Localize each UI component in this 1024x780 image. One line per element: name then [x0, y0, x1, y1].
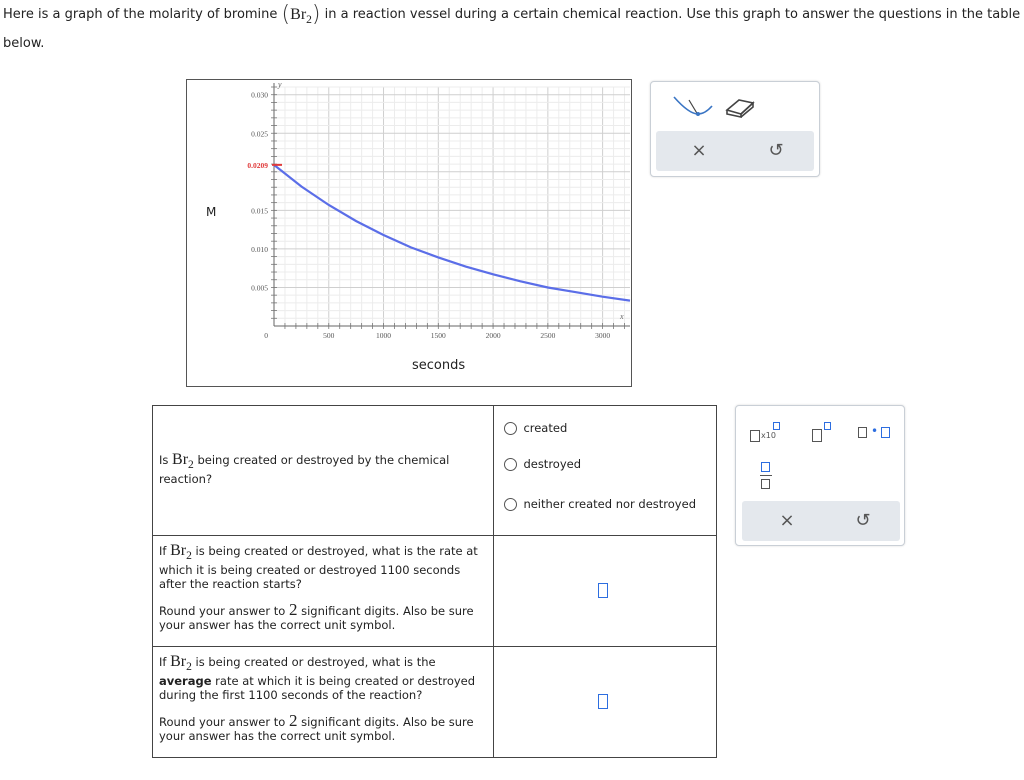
answer-3 [494, 647, 717, 758]
x-axis-letter: x [620, 312, 624, 321]
radio-neither[interactable] [504, 498, 517, 511]
graph-actions-bar [656, 131, 814, 171]
x-tick-label: 2500 [540, 331, 556, 340]
y-axis-title: M [206, 205, 217, 219]
y-tick-label: 0.005 [251, 283, 268, 293]
x-axis-title: seconds [412, 358, 466, 373]
scientific-notation-button[interactable]: x10 [750, 422, 786, 444]
question-2: If $Br_2$ is being created or destroyed, what is the rate at which it is being created or destroyed 1100 seconds after the reaction starts? Round your answer to 2 significant digits. Also be sure your answer has the correct unit symbol. [153, 536, 494, 647]
rate-answer-input[interactable] [598, 583, 608, 598]
y-tick-label: 0.010 [251, 244, 268, 254]
fraction-button[interactable] [760, 462, 774, 490]
average-rate-answer-input[interactable] [598, 694, 608, 709]
y-tick-label: 0.015 [251, 206, 268, 216]
x-tick-label: 1500 [430, 331, 446, 340]
math-actions-bar [742, 501, 900, 541]
x-tick-label: 3000 [595, 331, 611, 340]
math-toolbar [735, 405, 905, 546]
clear-math-button[interactable]: × [779, 510, 795, 531]
question-1: Is $Br_2$ being created or destroyed by the chemical reaction? [153, 406, 494, 536]
y-tick-label: 0.025 [251, 129, 268, 139]
graph-toolbar [650, 81, 820, 177]
answer-2 [494, 536, 717, 647]
eraser-icon[interactable] [723, 94, 757, 120]
y-tick-label: 0.030 [251, 90, 268, 100]
clear-graph-button[interactable]: × [691, 140, 707, 161]
highlight-label: 0.0209 [247, 160, 268, 170]
question-table [152, 405, 717, 758]
intro-after: in a reaction vessel during a certain chemical reaction. Use this graph to answer the questions in the table below. [3, 7, 1021, 52]
origin-label: 0 [264, 331, 268, 340]
line-tool-icon[interactable] [671, 92, 715, 122]
superscript-button[interactable] [812, 422, 836, 444]
undo-math-button[interactable]: ↺ [855, 510, 871, 531]
option-destroyed[interactable]: destroyed [504, 457, 581, 471]
intro-before: Here is a graph of the molarity of bromine [3, 7, 282, 22]
bromine-formula: $Br_2$ [290, 6, 312, 27]
multiply-dot-button[interactable]: • [858, 424, 894, 442]
answer-1 [494, 406, 717, 536]
x-tick-label: 1000 [376, 331, 392, 340]
y-axis-letter: y [278, 80, 282, 89]
option-created[interactable]: created [504, 421, 567, 435]
option-neither[interactable]: neither created nor destroyed [504, 497, 696, 511]
radio-created[interactable] [504, 422, 517, 435]
graph-panel[interactable] [186, 79, 632, 387]
question-3: If $Br_2$ is being created or destroyed, what is the average rate at which it is being created or destroyed during the first 1100 seconds of the reaction? Round your answer to 2 significant digits. Also be sure your answer has the correct unit symbol. [153, 647, 494, 758]
radio-destroyed[interactable] [504, 458, 517, 471]
x-tick-label: 500 [323, 331, 335, 340]
undo-graph-button[interactable]: ↺ [768, 140, 784, 161]
x-tick-label: 2000 [485, 331, 501, 340]
intro-text: Here is a graph of the molarity of bromine $(Br_2)$ in a reaction vessel during a certain chemical reaction. Use this graph to answer the questions in the table below. [3, 2, 1021, 52]
